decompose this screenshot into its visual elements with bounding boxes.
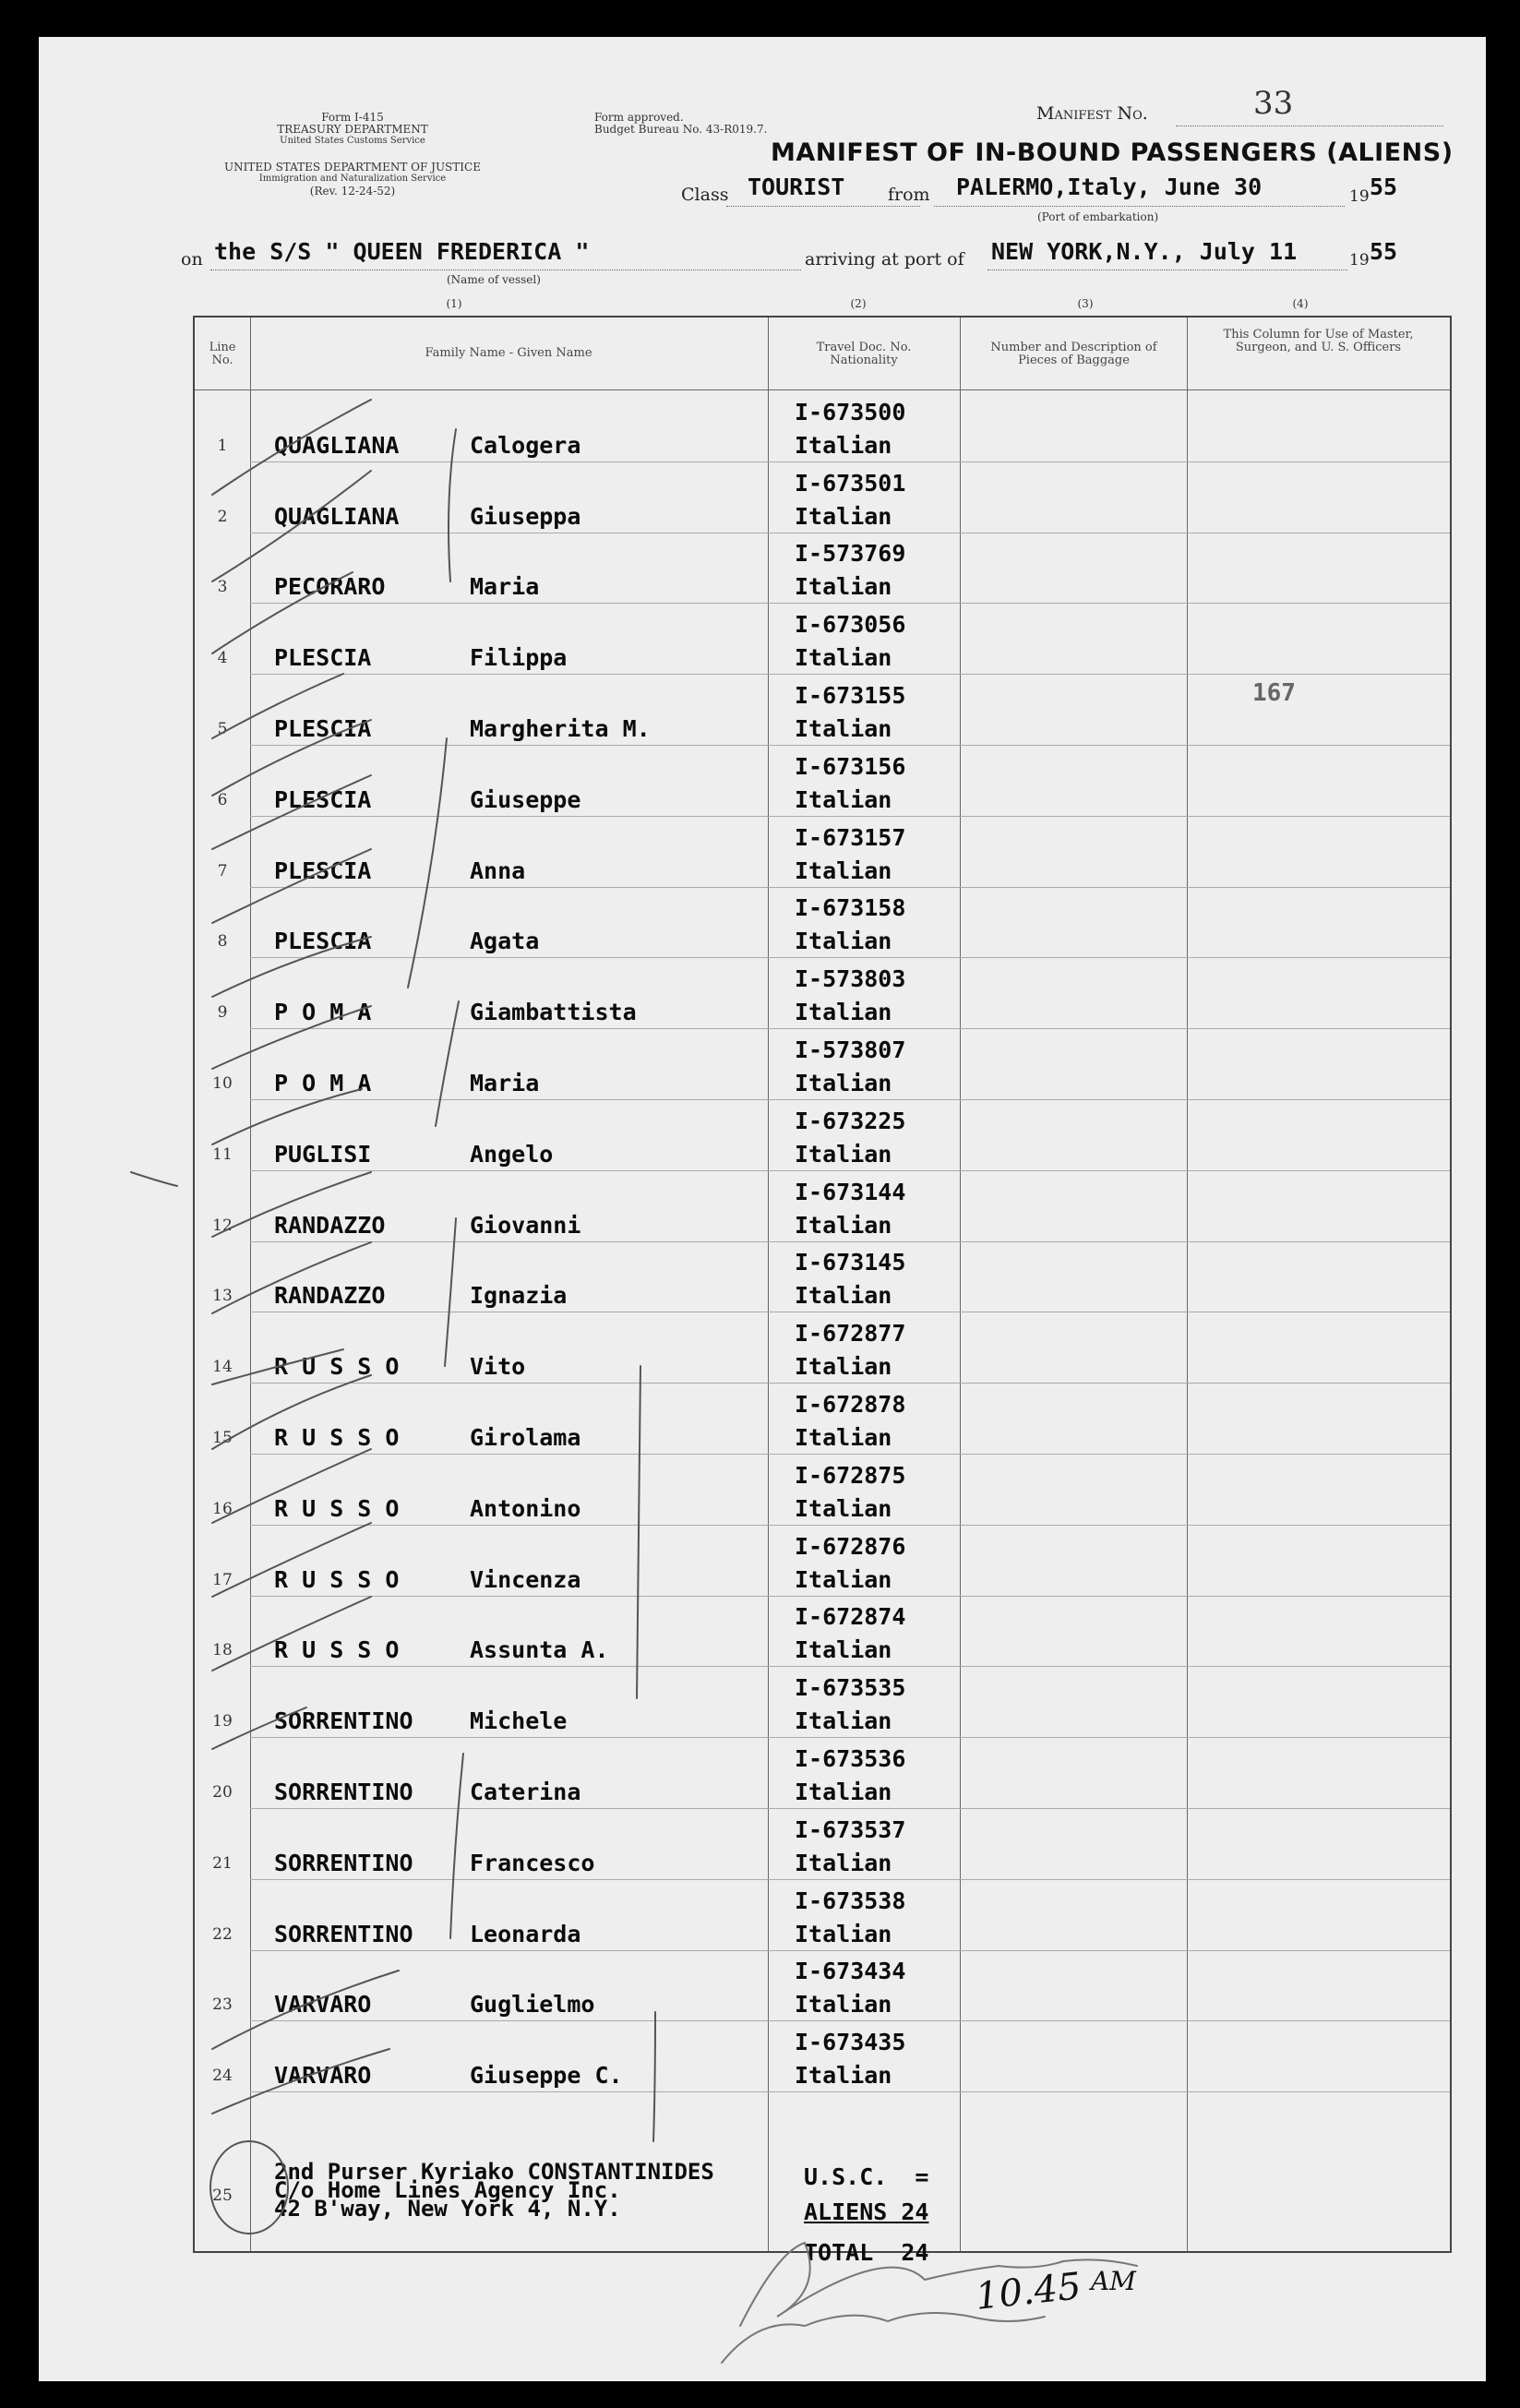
total-count: TOTAL 24 xyxy=(804,2239,929,2266)
travel-doc-number: I-672878 xyxy=(795,1390,906,1418)
family-name: R U S S O xyxy=(274,1565,400,1593)
travel-doc-number: I-673158 xyxy=(795,894,906,922)
line-number: 13 xyxy=(212,1287,233,1306)
manifest-page xyxy=(39,37,1486,2381)
family-name: R U S S O xyxy=(274,1636,400,1664)
col-header-name: Family Name - Given Name xyxy=(425,346,592,360)
time-am: AM xyxy=(1091,2266,1136,2296)
family-name: PLESCIA xyxy=(274,928,372,955)
nationality: Italian xyxy=(795,1140,892,1168)
nationality: Italian xyxy=(795,431,892,459)
nationality: Italian xyxy=(795,1494,892,1522)
nationality: Italian xyxy=(795,999,892,1026)
given-name: Caterina xyxy=(470,1778,581,1805)
given-name: Giovanni xyxy=(470,1211,581,1239)
line-number: 16 xyxy=(212,1499,233,1518)
given-name: Filippa xyxy=(470,644,568,672)
nationality: Italian xyxy=(795,502,892,530)
given-name: Francesco xyxy=(470,1849,595,1876)
nationality: Italian xyxy=(795,1707,892,1735)
nationality: Italian xyxy=(795,1069,892,1096)
family-name: RANDAZZO xyxy=(274,1282,386,1310)
family-name: VARVARO xyxy=(274,1991,372,2019)
form-number: Form I-415 xyxy=(321,111,384,124)
line-number: 24 xyxy=(212,2067,233,2086)
given-name: Agata xyxy=(470,928,540,955)
margin-number: 167 xyxy=(1252,679,1296,707)
col-header-line-no: Line No. xyxy=(209,341,236,367)
year-prefix-arrive: 19 xyxy=(1349,251,1370,270)
travel-doc-number: I-573769 xyxy=(795,540,906,568)
travel-doc-number: I-673435 xyxy=(795,2029,906,2056)
travel-doc-number: I-672876 xyxy=(795,1532,906,1560)
line-number: 20 xyxy=(212,1782,233,1802)
line-number: 4 xyxy=(217,649,228,668)
given-name: Antonino xyxy=(470,1494,581,1522)
line-number: 11 xyxy=(212,1144,233,1164)
line-number: 18 xyxy=(212,1641,233,1660)
justice-dept: UNITED STATES DEPARTMENT OF JUSTICE xyxy=(224,161,481,174)
given-name: Margherita M. xyxy=(470,714,651,742)
family-name: PLESCIA xyxy=(274,714,372,742)
line-number: 19 xyxy=(212,1712,233,1731)
port-caption: (Port of embarkation) xyxy=(1037,210,1159,223)
travel-doc-number: I-573807 xyxy=(795,1036,906,1063)
travel-doc-number: I-673536 xyxy=(795,1744,906,1772)
from-value: PALERMO,Italy, June 30 xyxy=(956,174,1263,200)
budget-bureau: Budget Bureau No. 43-R019.7. xyxy=(594,123,768,136)
vessel-caption: (Name of vessel) xyxy=(447,273,541,286)
pencil-marks xyxy=(39,37,1486,2381)
family-name: VARVARO xyxy=(274,2062,372,2090)
given-name: Michele xyxy=(470,1707,568,1735)
line-number: 12 xyxy=(212,1216,233,1235)
line-number: 2 xyxy=(217,507,228,526)
line-number: 15 xyxy=(212,1428,233,1447)
travel-doc-number: I-673156 xyxy=(795,752,906,780)
given-name: Giuseppe xyxy=(470,785,581,813)
line-number: 23 xyxy=(212,1995,233,2015)
col-header-travel-doc: Travel Doc. No. Nationality xyxy=(816,341,912,367)
col-header-officers: This Column for Use of Master, Surgeon, and U. S. Officers xyxy=(1223,328,1414,354)
col-number-4: (4) xyxy=(1292,297,1309,310)
family-name: SORRENTINO xyxy=(274,1920,413,1947)
ins-service: Immigration and Naturalization Service xyxy=(258,174,447,184)
line-number: 6 xyxy=(217,790,228,809)
nationality: Italian xyxy=(795,928,892,955)
nationality: Italian xyxy=(795,644,892,672)
line-number: 14 xyxy=(212,1358,233,1377)
line-number: 17 xyxy=(212,1570,233,1589)
family-name: PUGLISI xyxy=(274,1140,372,1168)
family-name: RANDAZZO xyxy=(274,1211,386,1239)
nationality: Italian xyxy=(795,714,892,742)
line-number: 1 xyxy=(217,436,228,455)
travel-doc-number: I-673225 xyxy=(795,1107,906,1134)
given-name: Giuseppa xyxy=(470,502,581,530)
vessel-name: the S/S " QUEEN FREDERICA " xyxy=(214,238,590,265)
given-name: Maria xyxy=(470,573,540,601)
class-label: Class xyxy=(681,185,729,205)
line-number: 9 xyxy=(217,1003,228,1023)
col-number-3: (3) xyxy=(1077,297,1094,310)
line-number: 10 xyxy=(212,1073,233,1093)
family-name: SORRENTINO xyxy=(274,1849,413,1876)
given-name: Vincenza xyxy=(470,1565,581,1593)
given-name: Ignazia xyxy=(470,1282,568,1310)
treasury-dept: TREASURY DEPARTMENT xyxy=(277,123,428,136)
family-name: SORRENTINO xyxy=(274,1778,413,1805)
nationality: Italian xyxy=(795,1565,892,1593)
nationality: Italian xyxy=(795,1778,892,1805)
aliens-count: ALIENS 24 xyxy=(804,2198,929,2225)
travel-doc-number: I-673144 xyxy=(795,1178,906,1205)
year-prefix-from: 19 xyxy=(1349,187,1370,206)
nationality: Italian xyxy=(795,785,892,813)
given-name: Vito xyxy=(470,1353,526,1381)
family-name: PLESCIA xyxy=(274,644,372,672)
given-name: Giuseppe C. xyxy=(470,2062,623,2090)
form-approved: Form approved. xyxy=(594,111,684,124)
line-number: 7 xyxy=(217,861,228,881)
on-label: on xyxy=(181,249,203,270)
arriving-label: arriving at port of xyxy=(805,249,964,270)
family-name: PECORARO xyxy=(274,573,386,601)
purser-line-2: C/o Home Lines Agency Inc. xyxy=(274,2177,621,2203)
given-name: Maria xyxy=(470,1069,540,1096)
family-name: P O M A xyxy=(274,999,372,1026)
nationality: Italian xyxy=(795,1423,892,1451)
family-name: PLESCIA xyxy=(274,857,372,884)
class-value: TOURIST xyxy=(748,174,845,200)
customs-service: United States Customs Service xyxy=(280,136,425,146)
given-name: Angelo xyxy=(470,1140,554,1168)
manifest-title: MANIFEST OF IN-BOUND PASSENGERS (ALIENS) xyxy=(771,138,1454,167)
line-number: 5 xyxy=(217,719,228,738)
nationality: Italian xyxy=(795,2062,892,2090)
given-name: Assunta A. xyxy=(470,1636,609,1664)
col-number-2: (2) xyxy=(850,297,867,310)
travel-doc-number: I-673538 xyxy=(795,1887,906,1914)
nationality: Italian xyxy=(795,573,892,601)
line-number: 21 xyxy=(212,1853,233,1873)
manifest-no: 33 xyxy=(1253,85,1294,122)
given-name: Anna xyxy=(470,857,526,884)
family-name: QUAGLIANA xyxy=(274,431,400,459)
year-from: 55 xyxy=(1370,174,1398,200)
col-header-baggage: Number and Description of Pieces of Baggage xyxy=(990,341,1157,367)
nationality: Italian xyxy=(795,1991,892,2019)
line-number: 8 xyxy=(217,932,228,952)
travel-doc-number: I-673145 xyxy=(795,1249,906,1276)
manifest-no-label: Manifest No. xyxy=(1036,103,1148,124)
travel-doc-number: I-673157 xyxy=(795,823,906,851)
travel-doc-number: I-673537 xyxy=(795,1815,906,1843)
purser-line-1: 2nd Purser Kyriako CONSTANTINIDES xyxy=(274,2159,714,2185)
travel-doc-number: I-672874 xyxy=(795,1603,906,1631)
family-name: SORRENTINO xyxy=(274,1707,413,1735)
given-name: Guglielmo xyxy=(470,1991,595,2019)
nationality: Italian xyxy=(795,1211,892,1239)
from-label: from xyxy=(888,185,930,205)
nationality: Italian xyxy=(795,1636,892,1664)
travel-doc-number: I-673056 xyxy=(795,611,906,639)
travel-doc-number: I-673155 xyxy=(795,681,906,709)
year-arrive: 55 xyxy=(1370,238,1398,265)
travel-doc-number: I-672877 xyxy=(795,1320,906,1348)
line-number: 25 xyxy=(212,2186,233,2205)
nationality: Italian xyxy=(795,1353,892,1381)
given-name: Giambattista xyxy=(470,999,637,1026)
family-name: R U S S O xyxy=(274,1423,400,1451)
nationality: Italian xyxy=(795,857,892,884)
nationality: Italian xyxy=(795,1849,892,1876)
time-stamp: 10.45 xyxy=(973,2265,1083,2318)
travel-doc-number: I-673500 xyxy=(795,398,906,425)
usc-count: U.S.C. = xyxy=(804,2163,929,2190)
purser-line-3: 42 B'way, New York 4, N.Y. xyxy=(274,2196,621,2222)
travel-doc-number: I-673501 xyxy=(795,469,906,497)
form-revision: (Rev. 12-24-52) xyxy=(309,185,396,198)
nationality: Italian xyxy=(795,1282,892,1310)
line-number: 3 xyxy=(217,578,228,597)
travel-doc-number: I-673434 xyxy=(795,1958,906,1985)
family-name: QUAGLIANA xyxy=(274,502,400,530)
given-name: Leonarda xyxy=(470,1920,581,1947)
given-name: Calogera xyxy=(470,431,581,459)
travel-doc-number: I-573803 xyxy=(795,965,906,993)
travel-doc-number: I-672875 xyxy=(795,1461,906,1489)
family-name: R U S S O xyxy=(274,1353,400,1381)
nationality: Italian xyxy=(795,1920,892,1947)
line-number: 22 xyxy=(212,1924,233,1944)
family-name: PLESCIA xyxy=(274,785,372,813)
travel-doc-number: I-673535 xyxy=(795,1674,906,1702)
given-name: Girolama xyxy=(470,1423,581,1451)
family-name: R U S S O xyxy=(274,1494,400,1522)
col-number-1: (1) xyxy=(446,297,462,310)
arrival-value: NEW YORK,N.Y., July 11 xyxy=(991,238,1298,265)
family-name: P O M A xyxy=(274,1069,372,1096)
